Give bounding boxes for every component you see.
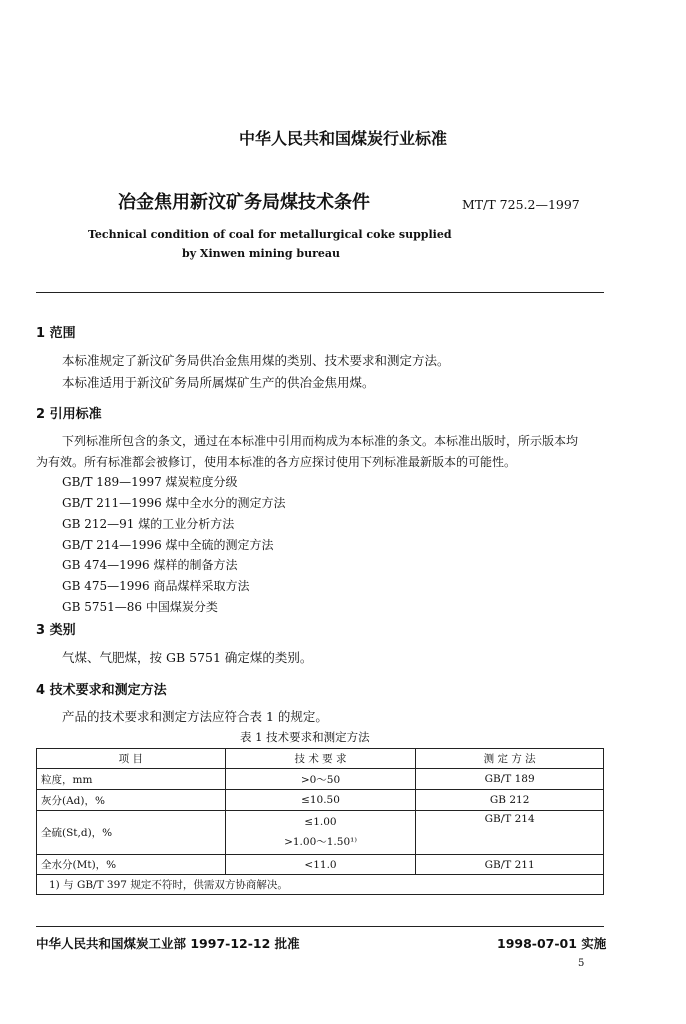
table-row [37,769,604,790]
table-row [37,855,604,875]
paragraph: 气煤、气肥煤，按 GB 5751 确定煤的类别。 [62,650,313,665]
row-method: GB/T 211 [416,855,604,875]
row-requirement-alt: >1.00～1.50¹⁾ [284,836,357,848]
table-row [37,811,604,855]
implementation-date: 1998-07-01 实施 [497,936,607,951]
row-item: 全硫(St,d)，% [37,811,226,855]
reference-item: GB/T 189—1997 煤炭粒度分级 [62,475,238,489]
row-requirement: ≤10.50 [225,790,416,811]
row-item: 粒度，mm [37,769,226,790]
table-row [37,790,604,811]
table-caption: 表 1 技术要求和测定方法 [240,730,370,744]
document-title-cn: 冶金焦用新汶矿务局煤技术条件 [118,192,370,213]
section-heading-scope: 1 范围 [36,326,76,341]
row-item: 全水分(Mt)，% [37,855,226,875]
table-footnote: 1) 与 GB/T 397 规定不符时，供需双方协商解决。 [37,875,604,895]
document-title-en-line2: by Xinwen mining bureau [182,247,341,260]
section-heading-requirements: 4 技术要求和测定方法 [36,683,167,698]
row-method: GB 212 [416,790,604,811]
reference-item: GB 475—1996 商品煤样采取方法 [62,579,250,593]
reference-item: GB 474—1996 煤样的制备方法 [62,558,238,572]
paragraph: 本标准适用于新汶矿务局所属煤矿生产的供冶金焦用煤。 [62,375,375,390]
approval-line: 中华人民共和国煤炭工业部 1997-12-12 批准 [36,936,300,951]
row-method: GB/T 189 [416,769,604,790]
reference-item: GB/T 214—1996 煤中全硫的测定方法 [62,538,274,552]
header-rule [36,292,604,293]
row-method: GB/T 214 [416,811,604,855]
row-requirement: >0～50 [225,769,416,790]
row-item: 灰分(Ad)，% [37,790,226,811]
page-number: 5 [578,958,585,969]
spec-table [36,748,604,895]
standard-code: MT/T 725.2—1997 [462,197,580,212]
header-item: 项 目 [37,749,226,769]
table-header-row [37,749,604,769]
section-heading-references: 2 引用标准 [36,407,102,422]
header-requirement: 技 术 要 求 [225,749,416,769]
reference-item: GB 212—91 煤的工业分析方法 [62,517,235,531]
document-title-en-line1: Technical condition of coal for metallurgical coke supplied [88,228,452,241]
paragraph: 为有效。所有标准都会被修订，使用本标准的各方应探讨使用下列标准最新版本的可能性。 [36,455,517,469]
section-heading-category: 3 类别 [36,623,76,638]
paragraph: 本标准规定了新汶矿务局供冶金焦用煤的类别、技术要求和测定方法。 [62,353,450,368]
standard-family: 中华人民共和国煤炭行业标准 [238,129,447,148]
paragraph: 下列标准所包含的条文，通过在本标准中引用而构成为本标准的条文。本标准出版时，所示版本均 [62,434,579,448]
row-requirement: <11.0 [225,855,416,875]
reference-item: GB/T 211—1996 煤中全水分的测定方法 [62,496,286,510]
header-method: 测 定 方 法 [416,749,604,769]
reference-item: GB 5751—86 中国煤炭分类 [62,600,218,614]
row-requirement: ≤1.00 [304,816,337,828]
table-footnote-row [37,875,604,895]
footer-rule [36,926,604,927]
row-requirement-cell [225,811,416,855]
paragraph: 产品的技术要求和测定方法应符合表 1 的规定。 [62,709,328,724]
